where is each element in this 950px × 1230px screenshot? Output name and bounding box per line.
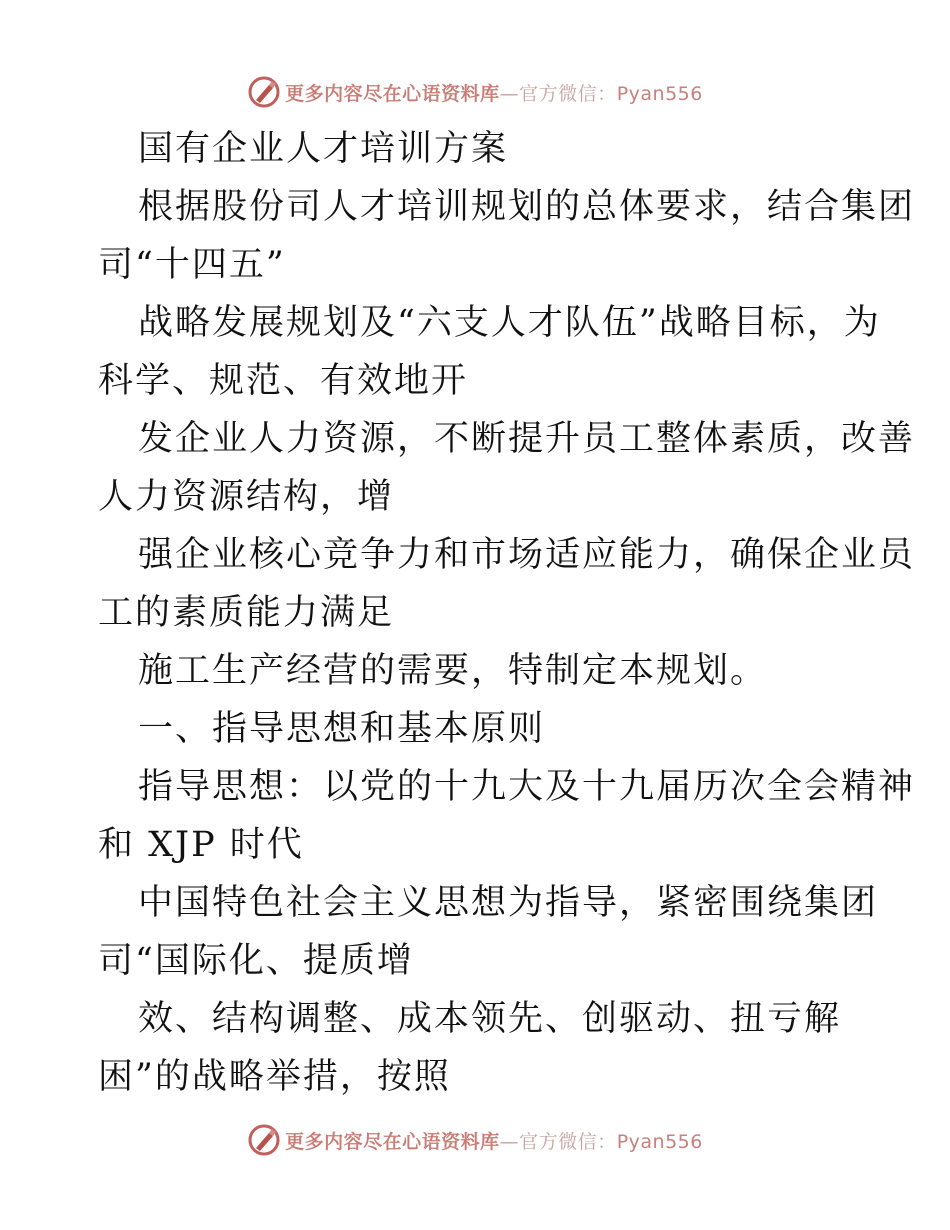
document-body [98,120,916,1106]
paragraph-line: 困”的战略举措，按照 [98,1057,451,1097]
paragraph-line: 司“国际化、提质增 [98,941,414,981]
watermark-main: 更多内容尽在心语资料库 [285,82,500,105]
paragraph-line: 根据股份司人才培训规划的总体要求，结合集团 [138,187,916,227]
document-title: 国有企业人才培训方案 [138,129,509,169]
paragraph-line: 施工生产经营的需要，特制定本规划。 [138,651,768,691]
paragraph-line: 强企业核心竞争力和市场适应能力，确保企业员 [138,535,916,575]
watermark-rest: —官方微信： [499,1130,617,1153]
header-watermark [0,72,950,112]
watermark-text [285,79,703,106]
paragraph-line: 战略发展规划及“六支人才队伍”战略目标，为 [138,303,881,343]
paragraph-line: 效、结构调整、成本领先、创驱动、扭亏解 [138,999,842,1039]
watermark-rest: —官方微信： [499,82,617,105]
paragraph-line: 和 XJP 时代 [98,825,304,865]
pen-logo-icon [247,75,281,109]
paragraph-line: 工的素质能力满足 [98,593,395,633]
paragraph-line: 科学、规范、有效地开 [98,361,469,401]
paragraph-line: 一、指导思想和基本原则 [138,709,546,749]
paragraph-line: 发企业人力资源，不断提升员工整体素质，改善 [138,419,916,459]
paragraph-line: 人力资源结构，增 [98,477,395,517]
watermark-id: Pyan556 [616,1130,703,1153]
paragraph-line: 司“十四五” [98,245,286,285]
paragraph-line: 指导思想：以党的十九大及十九届历次全会精神 [138,767,916,807]
paragraph-line: 中国特色社会主义思想为指导，紧密围绕集团 [138,883,879,923]
watermark-text [285,1127,703,1154]
watermark-main: 更多内容尽在心语资料库 [285,1130,500,1153]
footer-watermark [0,1120,950,1160]
pen-logo-icon [247,1123,281,1157]
watermark-id: Pyan556 [616,82,703,105]
